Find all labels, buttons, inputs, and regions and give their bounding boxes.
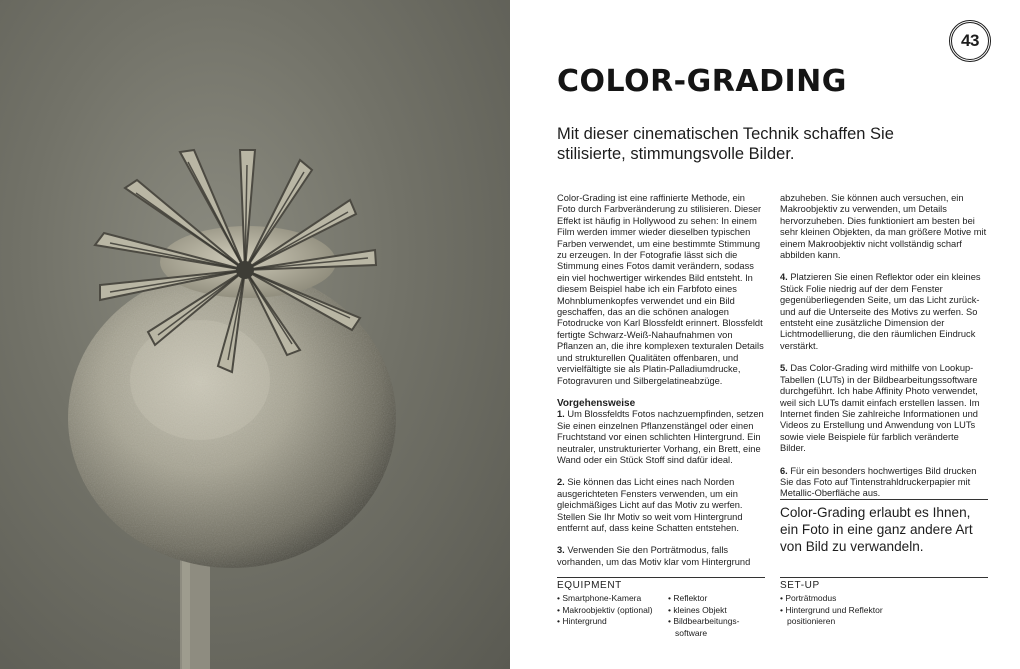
equipment-box <box>557 577 765 639</box>
step-number: 4. <box>780 272 788 283</box>
equipment-list-right <box>668 593 747 639</box>
setup-box <box>780 577 988 628</box>
text-page <box>510 0 1020 669</box>
step-text: Platzieren Sie einen Reflektor oder ein kleines Stück Folie niedrig auf der dem Fenster gegenüberliegenden Seite, um das Licht zurück- und auf die Unterseite des Motivs zu werfen. So entsteht eine zusätzliche Dimension der Lichtmodellierung, die den räumlichen Eindruck verstärkt. <box>780 272 981 351</box>
equipment-item: • Smartphone-Kamera <box>557 593 668 604</box>
text-column-right <box>780 193 987 511</box>
pull-quote: Color-Grading erlaubt es Ihnen, ein Foto in eine ganz andere Art von Bild zu verwandeln. <box>780 499 988 555</box>
step-3-continued: abzuheben. Sie können auch versuchen, ein Makroobjektiv zu verwenden, um Details hervorzuheben. Dies funktioniert am besten bei sehr kleinen Objekten, da man größere Motive mit einem Makroobjektiv nicht vollständig scharf abbilden kann. <box>780 193 987 261</box>
equipment-item: • Bildbearbeitungs-software <box>668 616 747 639</box>
equipment-item: • Makroobjektiv (optional) <box>557 605 668 616</box>
step-number: 2. <box>557 477 565 488</box>
equipment-item: • kleines Objekt <box>668 605 747 616</box>
setup-list <box>780 593 988 627</box>
page-number: 43 <box>961 31 979 50</box>
step-number: 1. <box>557 409 565 420</box>
equipment-title: EQUIPMENT <box>557 580 622 591</box>
equipment-item: • Hintergrund <box>557 616 668 627</box>
step-text: Verwenden Sie den Porträtmodus, falls vorhanden, um das Motiv klar vom Hintergrund <box>557 545 751 567</box>
step-5 <box>780 363 987 454</box>
step-number: 3. <box>557 545 565 556</box>
step-6 <box>780 466 987 500</box>
section-heading: Vorgehensweise <box>557 397 636 409</box>
step-number: 6. <box>780 465 788 476</box>
step-text: Um Blossfeldts Fotos nachzuempfinden, setzen Sie einen einzelnen Pflanzenstängel oder einen Fruchtstand vor einen schlichten Hintergrund. Ein neutraler, unstrukturierter Vorhang, ein Brett, eine Wand oder ein Stück Stoff sind dafür ideal. <box>557 409 764 465</box>
intro-paragraph: Color-Grading ist eine raffinierte Methode, ein Foto durch Farbveränderung zu stilisieren. Dieser Effekt ist häufig in Hollywood zu sehen: In einem Film werden immer wieder dieselben typischen Farben verwendet, um eine bestimmte Stimmung zu erzeugen. In der Fotografie lässt sich die Stimmung eines Fotos damit verändern, sodass ein viel hochwertiger wirkendes Bild entsteht. In diesem Beispiel habe ich ein Farbfoto eines Mohnblumenkopfes verwendet und ein Bild geschaffen, das an die schönen analogen Fotodrucke von Karl Blossfeldt erinnert. Blossfeldt fertigte Schwarz-Weiß-Nahaufnahmen von Pflanzen an, die ihre komplexen texturalen Details und strukturellen Qualitäten offenbaren, und vervielfältigte sie als Platin-Palladiumdrucke, Fotogravuren und Silbergelatineabzüge. <box>557 193 764 386</box>
step-4 <box>780 272 987 352</box>
step-text: Sie können das Licht eines nach Norden ausgerichteten Fensters verwenden, um ein gleichmäßiges Licht auf das Motiv zu werfen. Stellen Sie Ihr Motiv so weit vom Hintergrund entfernt auf, dass keine Schatten entstehen. <box>557 477 743 533</box>
step-text: Für ein besonders hochwertiges Bild drucken Sie das Foto auf Tintenstrahldruckerpapier mit Metallic-Oberfläche aus. <box>780 465 977 499</box>
text-column-left <box>557 193 764 579</box>
setup-item: • Porträtmodus <box>780 593 988 604</box>
setup-item: • Hintergrund und Reflektor positionieren <box>780 605 887 628</box>
page-number-badge <box>951 22 989 60</box>
step-number: 5. <box>780 363 788 374</box>
step-1 <box>557 409 764 466</box>
equipment-list-left <box>557 593 668 639</box>
page-title: COLOR-GRADING <box>557 64 847 99</box>
step-text: Das Color-Grading wird mithilfe von Lookup-Tabellen (LUTs) in der Bildbearbeitungssoftware durchgeführt. Ich habe Affinity Photo verwendet, weil sich LUTs damit einfach erstellen lassen. Im Internet finden Sie zahlreiche Informationen und Videos zu Erstellung und Anwendung von LUTs sowie viele Beispiele für farblich veränderte Bilder. <box>780 363 980 454</box>
step-3 <box>557 545 764 568</box>
poppy-cap-center <box>236 261 254 279</box>
step-2 <box>557 477 764 534</box>
page-subtitle: Mit dieser cinematischen Technik schaffen Sie stilisierte, stimmungsvolle Bilder. <box>557 125 894 163</box>
equipment-item: • Reflektor <box>668 593 747 604</box>
setup-title: SET-UP <box>780 580 820 591</box>
